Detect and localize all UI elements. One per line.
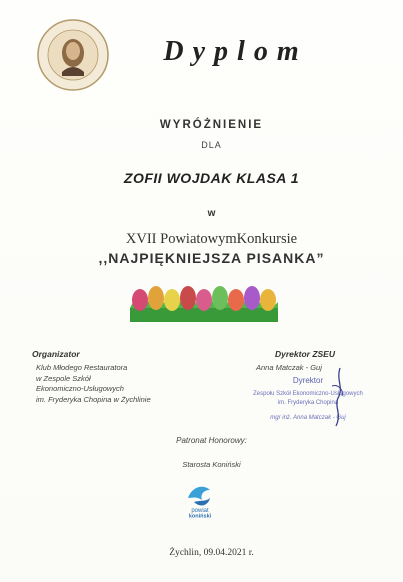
director-stamp: [222, 374, 394, 432]
easter-eggs-illustration: [130, 280, 278, 322]
patronage-label: Patronat Honorowy:: [176, 436, 247, 445]
organizer-line: Ekonomiczno-Usługowych: [36, 384, 124, 393]
recipient-name: ZOFII WOJDAK KLASA 1: [123, 170, 300, 186]
place-and-date: Żychlin, 09.04.2021 r.: [169, 548, 254, 558]
organizer-line: im. Fryderyka Chopina w Żychlinie: [36, 394, 151, 404]
stamp-title: Dyrektor: [292, 376, 324, 385]
diploma-title: Dyplom: [163, 36, 308, 67]
director-name: Anna Matczak - Guj: [256, 363, 322, 372]
organizer-line: Klub Młodego Restauratora: [36, 363, 128, 372]
for-label: DLA: [201, 140, 222, 150]
competition-title: XVII PowiatowymKonkursie: [125, 231, 298, 247]
competition-name: ,,NAJPIĘKNIEJSZA PISANKA”: [98, 250, 325, 266]
organizer-details: [36, 363, 216, 405]
director-signature: [318, 366, 358, 428]
organizer-line: w Zespole Szkół: [36, 373, 91, 383]
director-label: Dyrektor ZSEU: [275, 349, 335, 359]
patronage-name: Starosta Koniński: [182, 460, 241, 469]
stamp-line: mgr inż. Anna Matczak - Guj: [270, 415, 346, 421]
stamp-line: im. Fryderyka Chopina: [277, 400, 339, 406]
konin-county-logo: [180, 478, 220, 518]
in-label: w: [207, 208, 216, 219]
award-label: WYRÓŻNIENIE: [159, 119, 264, 131]
svg-text:koniński: koniński: [188, 513, 212, 518]
organizer-label: Organizator: [32, 349, 80, 359]
stamp-line: Zespołu Szkół Ekonomiczno-Usługowych: [253, 391, 363, 397]
svg-text:powiat: powiat: [191, 508, 209, 514]
